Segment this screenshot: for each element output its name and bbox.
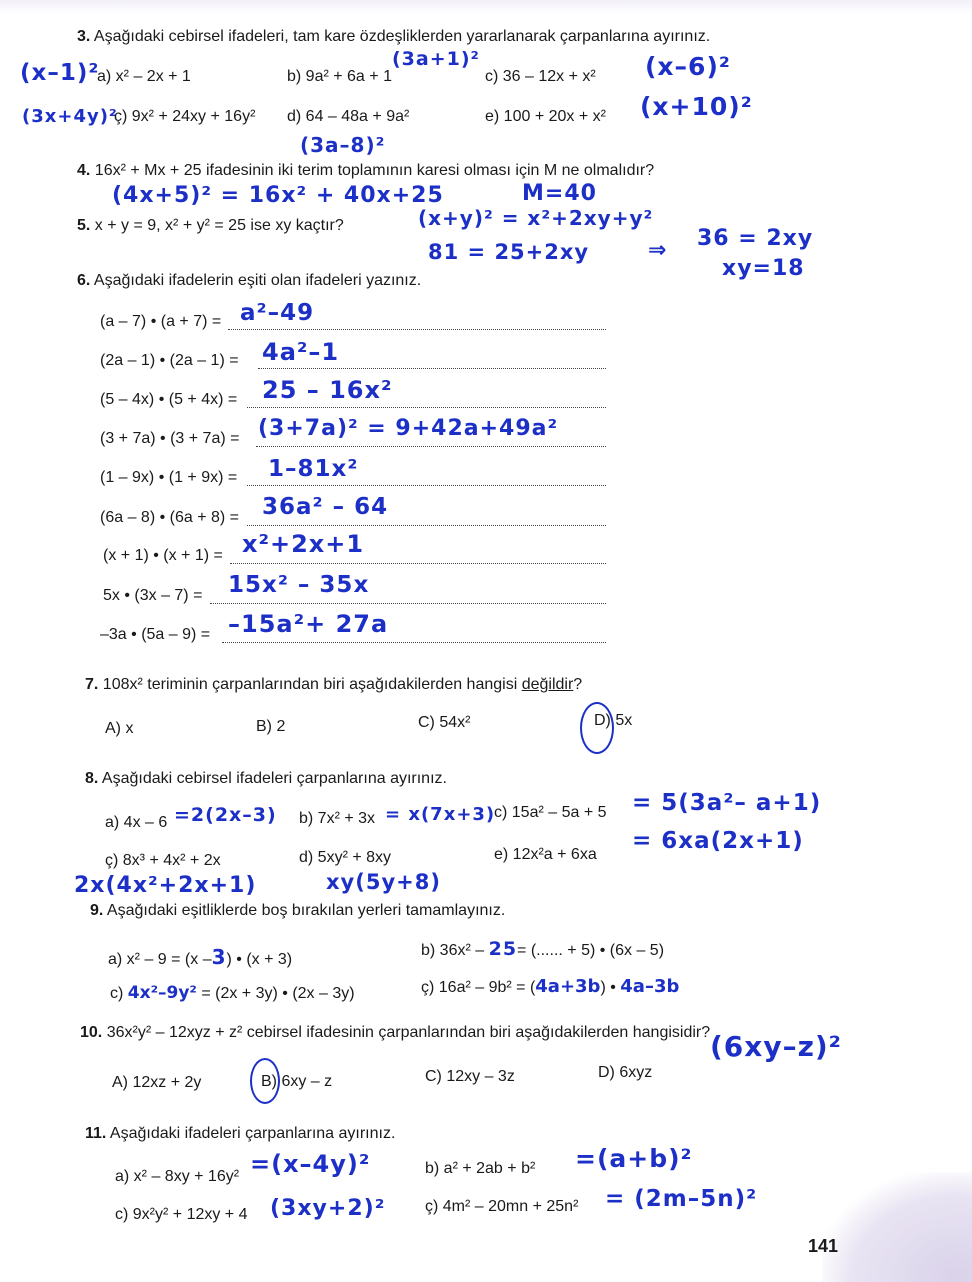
q4-prompt: 16x² + Mx + 25 ifadesinin iki terim toplamının karesi olması için M ne olmalıdır? [94,162,655,179]
answer-dotline [222,642,606,643]
q6-row-2-answer: 4a²–1 [262,338,340,366]
q8-b-label: b) 7x² + 3x [299,810,376,827]
q11-c-label: c) 9x²y² + 12xy + 4 [115,1206,248,1223]
q4-answer-m: M=40 [522,181,597,206]
q7-option-d[interactable]: D) 5x [594,712,633,729]
q11-cc-answer: = (2m–5n)² [605,1186,758,1212]
q9-b-suffix: = (...... + 5) • (6x – 5) [517,942,665,959]
page-number: 141 [808,1236,839,1256]
q3-cc-answer: (3x+4y)² [22,106,118,127]
q4-text [77,162,654,180]
q6-text [77,272,421,290]
answer-dotline [247,485,606,486]
q8-cc-label: ç) 8x³ + 4x² + 2x [105,852,221,869]
q7-number: 7. [85,676,99,693]
q11-b-answer: =(a+b)² [575,1144,693,1173]
q11-a-answer: =(x–4y)² [250,1150,371,1178]
q10-answer: (6xy–z)² [710,1030,842,1063]
q9-cc-answer-1: 4a+3b [535,976,601,997]
q5-work-line3: 36 = 2xy [697,226,814,251]
q3-b-label: b) 9a² + 6a + 1 [287,68,392,85]
q6-row-5-label: (1 – 9x) • (1 + 9x) = [100,469,238,486]
q9-a-answer: 3 [211,945,227,969]
q9-text [90,902,505,920]
q8-a-answer: =2(2x–3) [174,804,277,826]
answer-dotline [230,563,606,564]
q8-e-answer: = 6xa(2x+1) [632,828,804,854]
q9-number: 9. [90,902,104,919]
q8-cc-answer: 2x(4x²+2x+1) [74,873,257,898]
q7-qmark: ? [573,676,583,693]
q6-row-2-label: (2a – 1) • (2a – 1) = [100,352,239,369]
q8-a-label: a) 4x – 6 [105,814,168,831]
q10-text [80,1024,710,1042]
answer-dotline [228,329,606,330]
answer-dotline [256,446,606,447]
answer-dotline [210,603,606,604]
q8-number: 8. [85,770,99,787]
q9-b-answer: 25 [488,938,518,960]
q5-work-line2: 81 = 25+2xy [428,240,590,264]
q8-d-answer: xy(5y+8) [326,870,441,894]
q9-cc-line [421,976,679,997]
q9-c-suffix: = (2x + 3y) • (2x – 3y) [201,985,355,1002]
q6-row-8-answer: 15x² – 35x [228,572,370,598]
q3-e-answer: (x+10)² [640,92,753,121]
q9-cc-answer-2: 4a–3b [620,976,680,997]
q8-c-answer: = 5(3a²– a+1) [632,790,822,816]
q11-b-label: b) a² + 2ab + b² [425,1160,536,1177]
q6-row-4-label: (3 + 7a) • (3 + 7a) = [100,430,240,447]
answer-dotline [258,368,606,369]
q5-work-line4: xy=18 [722,256,805,281]
q3-c-label: c) 36 – 12x + x² [485,68,596,85]
q8-e-label: e) 12x²a + 6xa [494,846,597,863]
q7-text [85,676,582,694]
q4-answer: (4x+5)² = 16x² + 40x+25 [112,183,444,208]
q11-a-label: a) x² – 8xy + 16y² [115,1168,240,1185]
q9-a-prefix: a) x² – 9 = (x – [108,951,212,968]
q6-number: 6. [77,272,91,289]
q7-prompt: 108x² teriminin çarpanlarından biri aşağıdakilerden hangisi [102,676,522,693]
q3-cc-label: ç) 9x² + 24xy + 16y² [114,108,256,125]
answer-dotline [247,407,606,408]
q8-c-label: c) 15a² – 5a + 5 [494,804,607,821]
q6-row-3-label: (5 – 4x) • (5 + 4x) = [100,391,238,408]
page-number-tab [822,1172,972,1282]
q5-text [77,217,344,235]
q3-a-label: a) x² – 2x + 1 [97,68,191,85]
q9-a-suffix: ) • (x + 3) [226,951,293,968]
q3-c-answer: (x–6)² [645,52,731,81]
q6-row-7-answer: x²+2x+1 [242,530,365,558]
q5-work-line1: (x+y)² = x²+2xy+y² [418,206,654,230]
q6-row-3-answer: 25 – 16x² [262,376,393,404]
q9-prompt: Aşağıdaki eşitliklerde boş bırakılan yerleri tamamlayınız. [106,902,506,919]
q9-a-line [108,945,292,969]
q10-option-d[interactable]: D) 6xyz [598,1064,653,1081]
q6-row-7-label: (x + 1) • (x + 1) = [103,547,223,564]
q5-prompt: x + y = 9, x² + y² = 25 ise xy kaçtır? [94,217,344,234]
q10-option-a[interactable]: A) 12xz + 2y [112,1074,202,1091]
q10-option-b[interactable]: B) 6xy – z [261,1073,333,1090]
q3-text [77,28,710,46]
top-edge-band [0,0,972,14]
q6-row-6-label: (6a – 8) • (6a + 8) = [100,509,240,526]
q6-row-6-answer: 36a² – 64 [262,494,389,520]
q6-row-4-answer: (3+7a)² = 9+42a+49a² [258,416,559,441]
q3-number: 3. [77,28,91,45]
q11-cc-label: ç) 4m² – 20mn + 25n² [425,1198,579,1215]
q6-row-8-label: 5x • (3x – 7) = [103,587,203,604]
q5-number: 5. [77,217,91,234]
q9-cc-prefix: ç) 16a² – 9b² = ( [421,979,536,996]
q7-option-c[interactable]: C) 54x² [418,714,471,731]
q9-c-line [110,983,355,1003]
q3-e-label: e) 100 + 20x + x² [485,108,606,125]
q6-row-1-answer: a²–49 [240,300,315,326]
q9-b-prefix: b) 36x² – [421,942,485,959]
q9-c-prefix: c) [110,985,124,1002]
q11-prompt: Aşağıdaki ifadeleri çarpanlarına ayırınız. [109,1125,396,1142]
q8-text [85,770,447,788]
q6-row-9-answer: –15a²+ 27a [228,610,389,638]
q10-number: 10. [80,1024,103,1041]
q5-arrow: ⇒ [648,238,668,263]
q6-row-5-answer: 1–81x² [268,456,359,482]
q3-d-answer: (3a–8)² [300,133,386,157]
q8-prompt: Aşağıdaki cebirsel ifadeleri çarpanlarına ayırınız. [101,770,447,787]
q11-c-answer: (3xy+2)² [270,1196,386,1221]
q10-prompt: 36x²y² – 12xyz + z² cebirsel ifadesinin çarpanlarından biri aşağıdakilerden hangisidir? [106,1024,711,1041]
q11-text [85,1125,395,1143]
q7-option-b[interactable]: B) 2 [256,718,286,735]
q3-d-label: d) 64 – 48a + 9a² [287,108,410,125]
q9-b-line [421,938,664,960]
q9-cc-middle: ) • [600,979,616,996]
q3-prompt: Aşağıdaki cebirsel ifadeleri, tam kare özdeşliklerden yararlanarak çarpanlarına ayırınız. [93,28,711,45]
q11-number: 11. [85,1125,107,1142]
answer-dotline [247,525,606,526]
q9-c-answer: 4x²–9y² [127,983,197,1003]
q7-emphasis: değildir [521,676,574,693]
q6-row-1-label: (a – 7) • (a + 7) = [100,313,222,330]
q10-option-c[interactable]: C) 12xy – 3z [425,1068,515,1085]
q3-a-answer: (x–1)² [20,60,100,86]
q8-b-answer: = x(7x+3) [385,804,496,825]
q8-d-label: d) 5xy² + 8xy [299,849,392,866]
q6-row-9-label: –3a • (5a – 9) = [100,626,211,643]
q3-b-answer: (3a+1)² [392,48,480,70]
q4-number: 4. [77,162,91,179]
q7-option-a[interactable]: A) x [105,720,134,737]
q6-prompt: Aşağıdaki ifadelerin eşiti olan ifadeleri yazınız. [93,272,422,289]
